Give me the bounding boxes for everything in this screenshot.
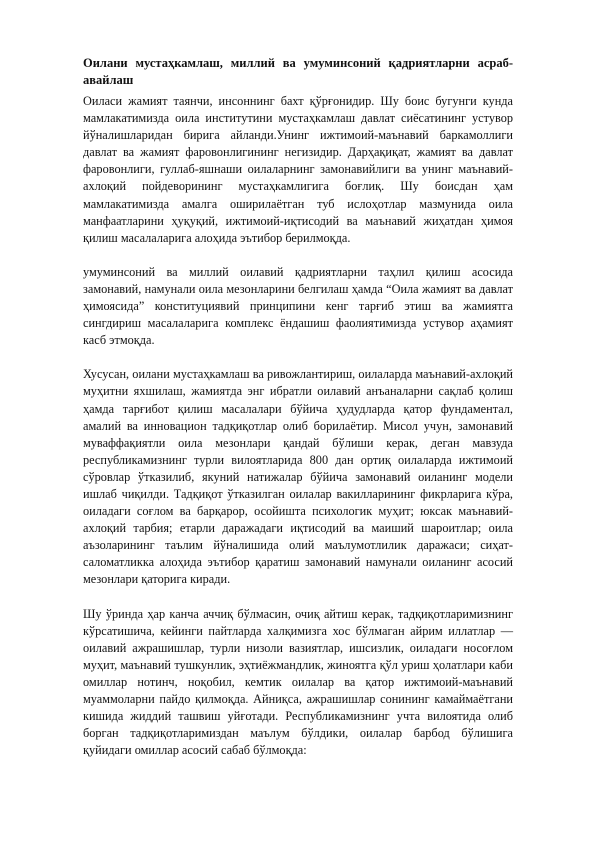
document-title: Оилани мустаҳкамлаш, миллий ва умуминсоний қадриятларни асраб-авайлаш — [83, 56, 513, 87]
paragraph-3: Хусусан, оилани мустаҳкамлаш ва ривожлантириш, оилаларда маънавий-ахлоқий муҳитни яхшилаш, жамиятда энг ибратли оилавий анъаналарни сақлаб қолиш ҳамда тарғибот қилиш масалалари бўйича ҳудудларда қатор фундаментал, амалий ва инновацион тадқиқотлар олиб борилаётир. Мисол учун, замонавий муваффақиятли оила мезонлари қандай бўлиши керак, деган мавзуда республикамизнинг турли вилоятларида 800 дан ортиқ оилаларда ижтимоий сўровлар ўтказилиб, якуний натижалар бўйича замонавий оиланинг модели ишлаб чиқилди. Тадқиқот ўтказилган оилалар вакилларининг фикрларига кўра, оиладаги соғлом ва барқарор, осойишта психологик муҳит; юксак маънавий-ахлоқий тарбия; етарли даражадаги иқтисодий ва маиший шароитлар; оила аъзоларининг таълим йўналишида олий маълумотлилик даражаси; сиҳат-саломатликка алоҳида эътибор қаратиш замонавий намунали оиланинг асосий мезонлари қаторига киради. — [83, 367, 513, 587]
document-page — [83, 55, 513, 776]
paragraph-1: Оиласи жамият таянчи, инсоннинг бахт қўрғонидир. Шу боис бугунги кунда мамлакатимизда оила институтини мустаҳкамлаш давлат сиёсатининг устувор йўналишларидан бирига айланди.Унинг ижтимоий-маънавий баркамоллиги давлат ва жамият фаровонлигининг негизидир. Дарҳақиқат, жамият ва давлат фаровонлиги, гуллаб-яшнаши оилаларнинг замонавийлиги ва унинг маънавий-ахлоқий пойдеворининг мустаҳкамлигига боғлиқ. Шу боисдан ҳам мамлакатимизда амалга оширилаётган туб ислоҳотлар мазмунида оила манфаатларини ҳуқуқий, ижтимоий-иқтисодий ва маънавий жиҳатдан ҳимоя қилиш масалаларига алоҳида эътибор берилмоқда. — [83, 94, 513, 245]
paragraph-2: умуминсоний ва миллий оилавий қадриятларни таҳлил қилиш асосида замонавий, намунали оила мезонларини белгилаш ҳамда “Оила жамият ва давлат ҳимоясида” конституциявий принципини кенг тарғиб этиш ва жамиятга сингдириш масалаларига комплекс ёндашиш фаолиятимизда устувор аҳамият касб этмоқда. — [83, 264, 513, 348]
paragraph-4: Шу ўринда ҳар канча аччиқ бўлмасин, очиқ айтиш керак, тадқиқотларимизнинг кўрсатишича, кейинги пайтларда халқимизга хос бўлмаган айрим иллатлар — оилавий ажрашишлар, турли низоли вазиятлар, ишсизлик, оиладаги носоғлом муҳит, маънавий тушкунлик, эҳтиёжмандлик, жиноятга қўл уриш ҳолатлари каби омиллар нотинч, ноқобил, кемтик оилалар ва қатор ижтимоий-маънавий муаммоларни пайдо қилмоқда. Айниқса, ажрашишлар сонининг камаймаётгани кишида жиддий ташвиш уйғотади. Республикамизнинг учта вилоятида олиб борган тадқиқотларимиздан маълум бўлдики, оилалар барбод бўлишига қуйидаги омиллар асосий сабаб бўлмоқда: — [83, 606, 513, 758]
